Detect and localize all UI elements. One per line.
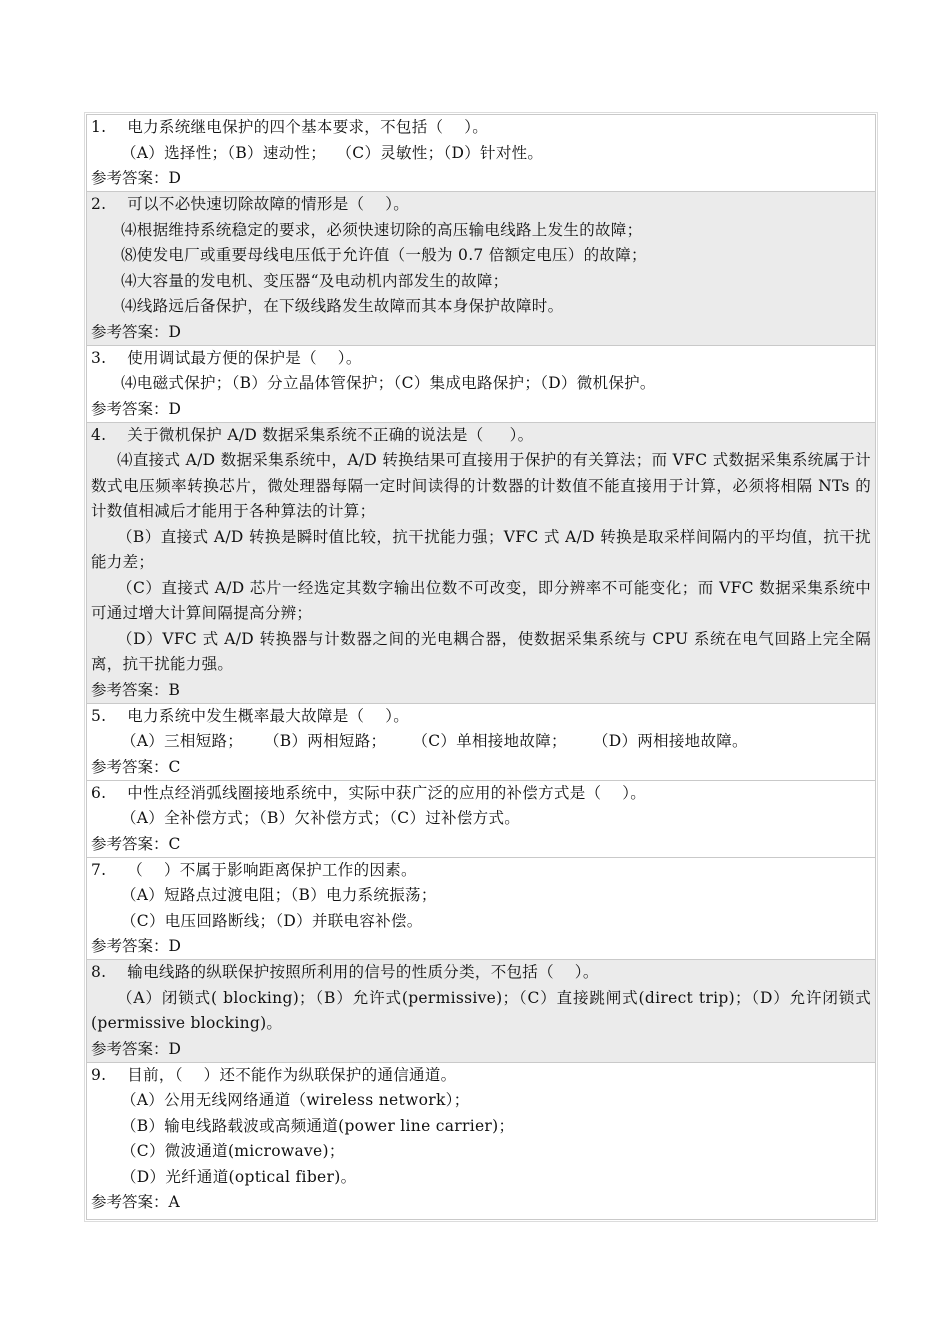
question-option: （B）输电线路载波或高频通道(power line carrier)； (121, 1116, 515, 1135)
question-option: （A）三相短路； （B）两相短路； （C）单相接地故障； （D）两相接地故障。 (121, 732, 748, 750)
question-stem: 8. 输电线路的纵联保护按照所利用的信号的性质分类，不包括（ ）。 (91, 963, 599, 981)
question-1 (87, 115, 875, 192)
question-option: （A）全补偿方式；（B）欠补偿方式；（C）过补偿方式。 (121, 809, 521, 827)
question-5 (87, 704, 875, 781)
question-3 (87, 346, 875, 423)
question-stem: 9. 目前，（ ）还不能作为纵联保护的通信通道。 (91, 1065, 457, 1084)
question-sheet (86, 114, 876, 1220)
question-option: （D）光纤通道(optical fiber)。 (121, 1167, 357, 1186)
question-option: （A）选择性；（B）速动性； （C）灵敏性；（D）针对性。 (121, 143, 544, 162)
question-4 (87, 423, 875, 704)
question-option: ⑻使发电厂或重要母线电压低于允许值（一般为 0.7 倍额定电压）的故障； (121, 246, 647, 264)
question-stem: 1. 电力系统继电保护的四个基本要求，不包括（ ）。 (91, 118, 489, 136)
question-option: ⑷线路远后备保护，在下级线路发生故障而其本身保护故障时。 (121, 297, 564, 315)
reference-answer: 参考答案：D (91, 937, 181, 955)
question-6 (87, 781, 875, 858)
reference-answer: 参考答案：B (91, 680, 180, 699)
question-option: （A）闭锁式( blocking)；（B）允许式(permissive)；（C）直接跳闸式(direct trip)；（D）允许闭锁式(permissive blocking)。 (91, 988, 871, 1032)
question-option: （C）微波通道(microwave)； (121, 1142, 345, 1160)
question-option: （A）公用无线网络通道（wireless network）； (121, 1091, 470, 1109)
question-7 (87, 858, 875, 961)
question-option: ⑷直接式 A/D 数据采集系统中，A/D 转换结果可直接用于保护的有关算法；而 VFC 式数据采集系统属于计数式电压频率转换芯片，微处理器每隔一定时间读得的计数器的计数值不能直接用于计算，必须将相隔 NTs 的计数值相减后才能用于各种算法的计算； (91, 451, 871, 520)
reference-answer: 参考答案：C (91, 757, 181, 776)
question-stem: 2. 可以不必快速切除故障的情形是（ ）。 (91, 195, 410, 213)
question-option: （C）电压回路断线；（D）并联电容补偿。 (121, 911, 423, 930)
reference-answer: 参考答案：C (91, 834, 181, 853)
question-option: （A）短路点过渡电阻；（B）电力系统振荡； (121, 886, 437, 904)
question-option: ⑷电磁式保护；（B）分立晶体管保护；（C）集成电路保护；（D）微机保护。 (121, 374, 656, 392)
question-stem: 7. （ ）不属于影响距离保护工作的因素。 (91, 860, 417, 879)
question-stem: 5. 电力系统中发生概率最大故障是（ ）。 (91, 706, 410, 725)
question-option: （B）直接式 A/D 转换是瞬时值比较，抗干扰能力强；VFC 式 A/D 转换是取采样间隔内的平均值，抗干扰能力差； (91, 527, 871, 571)
question-2 (87, 192, 875, 346)
reference-answer: 参考答案：D (91, 399, 181, 418)
question-stem: 6. 中性点经消弧线圈接地系统中，实际中获广泛的应用的补偿方式是（ ）。 (91, 783, 647, 802)
question-option: （D）VFC 式 A/D 转换器与计数器之间的光电耦合器，使数据采集系统与 CPU 系统在电气回路上完全隔离，抗干扰能力强。 (91, 629, 871, 673)
reference-answer: 参考答案：D (91, 322, 181, 341)
reference-answer: 参考答案：D (91, 169, 181, 187)
question-option: ⑷大容量的发电机、变压器“及电动机内部发生的故障； (121, 271, 509, 290)
question-8 (87, 960, 875, 1063)
reference-answer: 参考答案：A (91, 1193, 180, 1211)
question-stem: 4. 关于微机保护 A/D 数据采集系统不正确的说法是（ ）。 (91, 425, 534, 444)
question-option: ⑷根据维持系统稳定的要求，必须快速切除的高压输电线路上发生的故障； (121, 220, 643, 239)
question-option: （C）直接式 A/D 芯片一经选定其数字输出位数不可改变，即分辨率不可能变化；而 VFC 数据采集系统中可通过增大计算间隔提高分辨； (91, 578, 871, 622)
question-stem: 3. 使用调试最方便的保护是（ ）。 (91, 348, 362, 367)
reference-answer: 参考答案：D (91, 1039, 181, 1058)
question-9 (87, 1063, 875, 1220)
